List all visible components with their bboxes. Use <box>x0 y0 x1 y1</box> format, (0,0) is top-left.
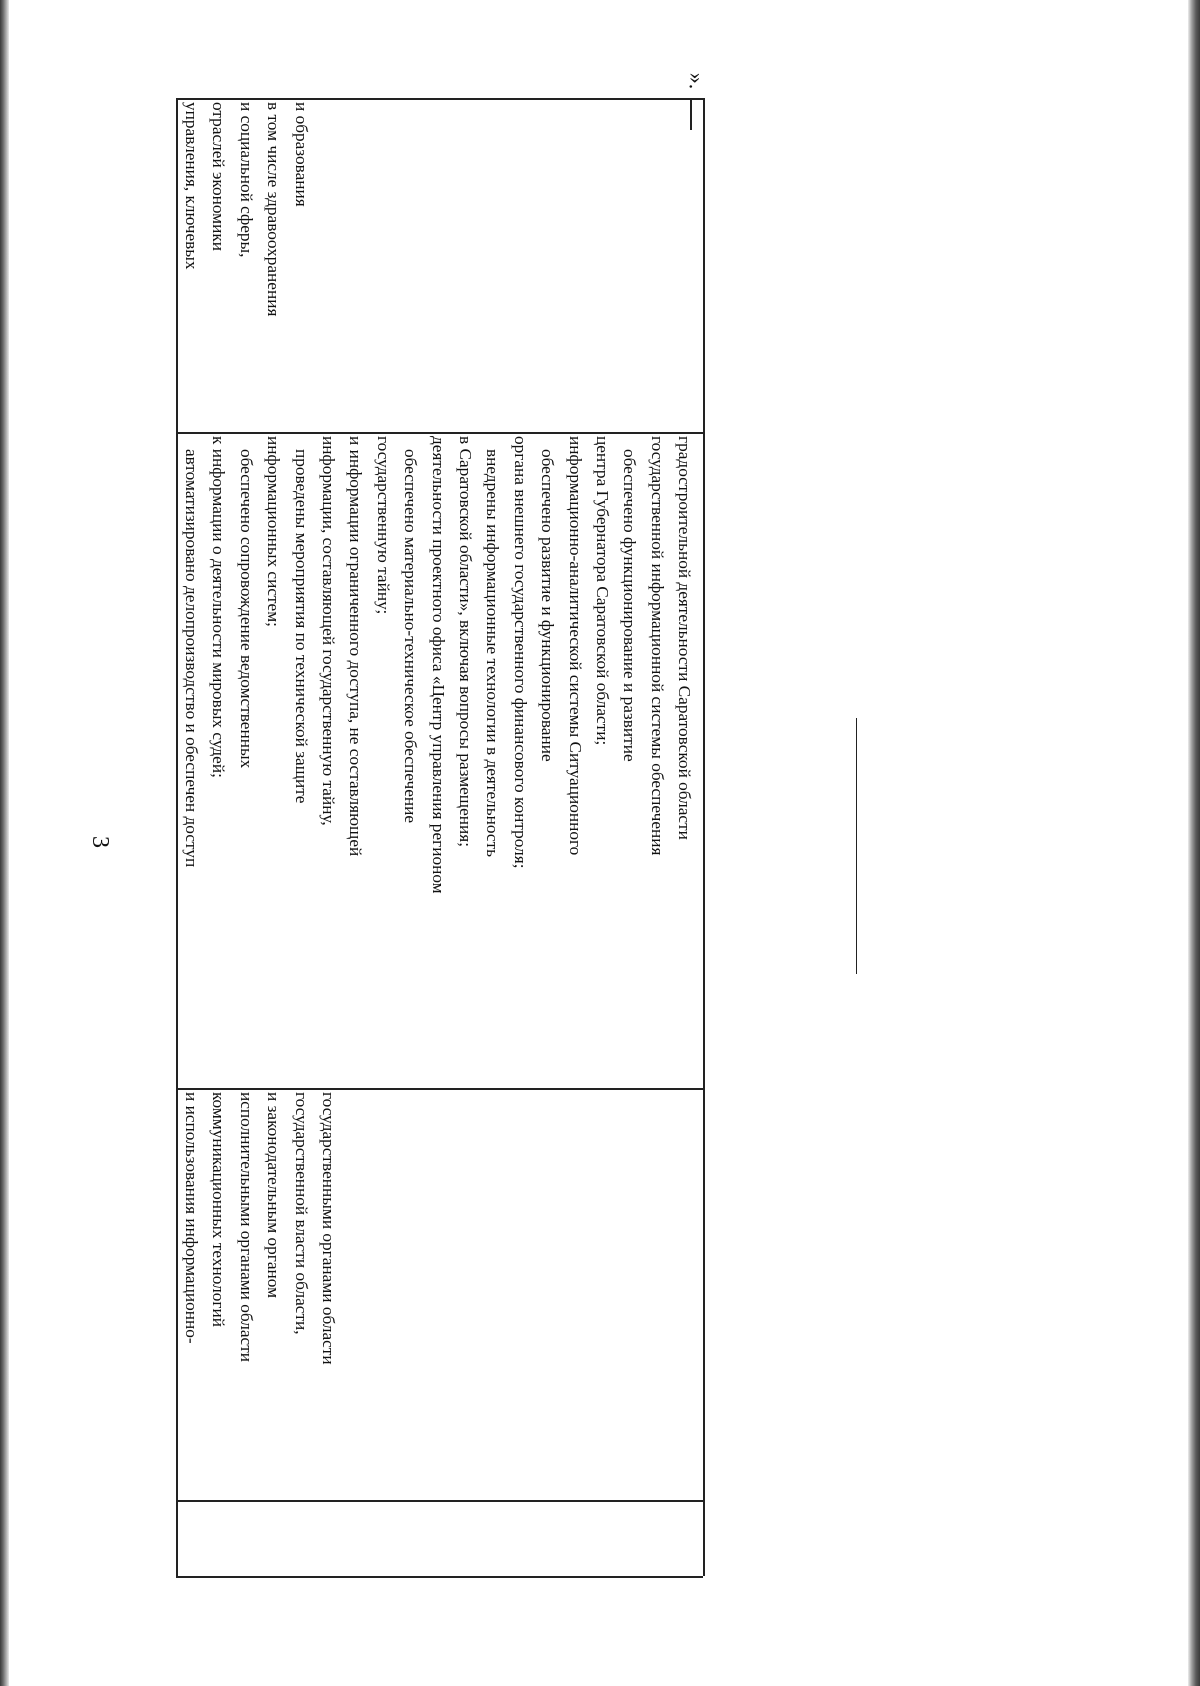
table-cell-line: и использования информационно- <box>182 1092 201 1344</box>
table-cell-line: обеспечено функционирование и развитие <box>620 436 640 762</box>
table-cell-line: в Саратовской области», включая вопросы размещения; <box>456 436 475 848</box>
table-cell-line: обеспечено развитие и функционирование <box>538 436 558 762</box>
table-cell-line: и образования <box>291 102 311 207</box>
table-cell-line: государственными органами области <box>319 1092 338 1365</box>
col-separator-2 <box>176 1088 703 1090</box>
table-cell-line: исполнительными органами области <box>236 1092 256 1363</box>
table-cell-line: и законодательным органом <box>264 1092 284 1299</box>
table-cell-line: автоматизировано делопроизводство и обеспечен доступ <box>182 436 201 868</box>
table-cell-line: внедрены информационные технологии в деятельность <box>483 436 503 858</box>
table-cell-line: деятельности проектного офиса «Центр управления регионом <box>428 436 448 894</box>
table-cell-line: государственной информационной системы обеспечения <box>647 436 667 856</box>
table-cell-line: информационных систем; <box>264 436 284 627</box>
table-border-left <box>176 98 178 1576</box>
col-separator-3 <box>176 1500 703 1502</box>
closing-mark: ». <box>684 72 710 90</box>
table-cell-line: проведены мероприятия по технической защите <box>291 436 311 804</box>
table-cell-line: отраслей экономики <box>209 102 229 251</box>
table-cell-line: информации, составляющей государственную тайну, <box>319 436 338 826</box>
table-cell-line: центра Губернатора Саратовской области; <box>593 436 612 746</box>
table-cell-line: градостроительной деятельности Саратовской области <box>675 436 695 840</box>
table-cell-line: информационно-аналитической системы Ситуационного <box>565 436 585 856</box>
table-cell-line: в том числе здравоохранения <box>264 102 284 317</box>
page-number: 3 <box>87 836 113 848</box>
table-border-top <box>176 98 703 100</box>
table-cell-line: управления, ключевых <box>182 102 201 270</box>
margin-tick <box>690 98 692 130</box>
table-cell-line: и информации ограниченного доступа, не составляющей <box>346 436 366 857</box>
signature-rule <box>856 718 857 974</box>
table-cell-line: органа внешнего государственного финансового контроля; <box>510 436 530 869</box>
table-cell-line: к информации о деятельности мировых судей; <box>209 436 229 778</box>
table-cell-line: государственную тайну; <box>373 436 393 615</box>
table-border-bottom <box>176 1576 703 1578</box>
table-cell-line: государственной власти области, <box>291 1092 311 1335</box>
table-cell-line: и социальной сферы, <box>236 102 256 258</box>
table-border-right <box>703 98 705 1576</box>
table-cell-line: обеспечено материально-техническое обеспечение <box>401 436 421 824</box>
table-cell-line: коммуникационных технологий <box>209 1092 229 1327</box>
col-separator-1 <box>176 432 703 434</box>
table-cell-line: обеспечено сопровождение ведомственных <box>236 436 256 769</box>
